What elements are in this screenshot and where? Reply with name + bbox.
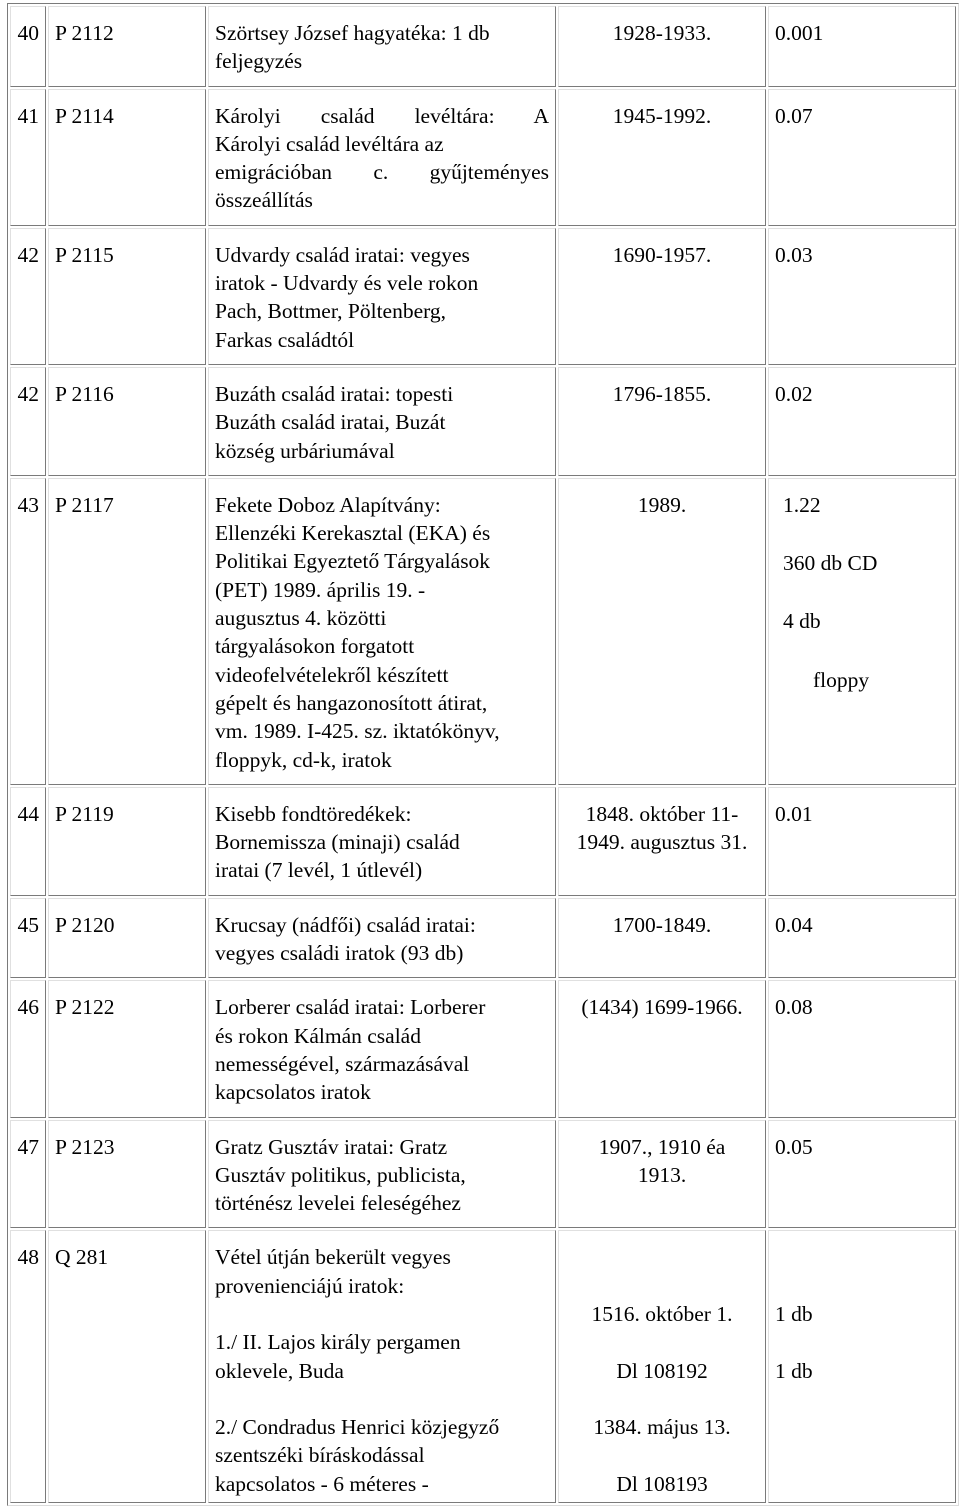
table-row [10,6,956,87]
fond-signature: P 2120 [48,898,206,979]
row-number: 42 [10,228,46,365]
date-range: 1928-1933. [558,6,766,87]
date-range: 1690-1957. [558,228,766,365]
table-row [10,478,956,785]
description-line: gépelt és hangazonosított átirat, [215,690,488,715]
fond-signature: Q 281 [48,1230,206,1503]
description-line: floppyk, cd-k, iratok [215,747,392,772]
fond-description [208,6,556,87]
date-range: (1434) 1699-1966. [558,980,766,1117]
volume: 1.22 360 db CD 4 db floppy [768,478,956,785]
description-line: Politikai Egyeztető Tárgyalások [215,549,491,574]
volume: 0.08 [768,980,956,1117]
row-number: 41 [10,89,46,226]
fond-description [208,89,556,226]
fond-signature: P 2116 [48,367,206,476]
row-number: 44 [10,787,46,896]
description-line: Krucsay (nádfői) család iratai: [215,912,476,937]
description-line: vegyes családi iratok (93 db) [215,941,464,966]
fond-description [208,980,556,1117]
description-line: (PET) 1989. április 19. - [215,577,426,602]
row-number: 48 [10,1230,46,1503]
date-range: 1796-1855. [558,367,766,476]
description-line: és rokon Kálmán család [215,1023,421,1048]
description-line: Ellenzéki Kerekasztal (EKA) és [215,521,491,546]
description-line: Bornemissza (minaji) család [215,830,460,855]
description-line: iratai (7 levél, 1 útlevél) [215,858,423,883]
description-line: oklevele, Buda [215,1358,344,1383]
row-number: 43 [10,478,46,785]
description-line: összeállítás [215,188,313,213]
fond-signature: P 2123 [48,1120,206,1229]
fond-description [208,787,556,896]
description-line: Pach, Bottmer, Pöltenberg, [215,299,447,324]
fond-description [208,1120,556,1229]
description-line: vm. 1989. I-425. sz. iktatókönyv, [215,719,500,744]
description-line: Vétel útján bekerült vegyes [215,1245,451,1270]
description-line: 2./ Condradus Henrici közjegyző [215,1415,500,1440]
volume: 0.07 [768,89,956,226]
description-line: Farkas családtól [215,327,355,352]
description-line: kapcsolatos - 6 méteres - [215,1471,429,1496]
fond-description [208,228,556,365]
description-line: község urbáriumával [215,438,395,463]
date-range: 1945-1992. [558,89,766,226]
table-row [10,228,956,365]
volume: 0.001 [768,6,956,87]
fond-signature: P 2115 [48,228,206,365]
description-line: 1./ II. Lajos király pergamen [215,1330,461,1355]
description-line: Lorberer család iratai: Lorberer [215,995,486,1020]
fond-signature: P 2114 [48,89,206,226]
volume: 1 db 1 db [768,1230,956,1503]
volume: 0.04 [768,898,956,979]
description-line: kapcsolatos iratok [215,1080,371,1105]
table-row [10,367,956,476]
description-line: Károlyi család levéltára: A [215,103,549,128]
description-line: Gratz Gusztáv iratai: Gratz [215,1134,448,1159]
row-number: 47 [10,1120,46,1229]
date-range: 1700-1849. [558,898,766,979]
fond-description [208,367,556,476]
table-row [10,1120,956,1229]
description-line: Károlyi család levéltára az [215,131,444,156]
date-range: 1989. [558,478,766,785]
description-line: videofelvételekről készített [215,662,449,687]
description-line: Udvardy család iratai: vegyes [215,242,470,267]
volume: 0.01 [768,787,956,896]
date-range: 1907., 1910 éa 1913. [558,1120,766,1229]
volume: 0.05 [768,1120,956,1229]
fond-description [208,478,556,785]
date-range: 1516. október 1. Dl 108192 1384. május 13. Dl 108193 [558,1230,766,1503]
fond-signature: P 2119 [48,787,206,896]
date-range: 1848. október 11- 1949. augusztus 31. [558,787,766,896]
description-line: emigrációban c. gyűjteményes [215,160,549,185]
row-number: 46 [10,980,46,1117]
table-row [10,89,956,226]
row-number: 45 [10,898,46,979]
table-row [10,898,956,979]
fond-signature: P 2117 [48,478,206,785]
fond-description [208,898,556,979]
row-number: 40 [10,6,46,87]
description-line: Buzáth család iratai, Buzát [215,410,446,435]
description-line: szentszéki bíráskodással [215,1443,425,1468]
description-line: iratok - Udvardy és vele rokon [215,271,479,296]
fond-signature: P 2112 [48,6,206,87]
description-line: Gusztáv politikus, publicista, [215,1162,466,1187]
volume: 0.02 [768,367,956,476]
description-line: nemességével, származásával [215,1051,470,1076]
table-row [10,1230,956,1503]
description-line: feljegyzés [215,49,303,74]
archive-inventory-table [7,3,959,1506]
description-line: Buzáth család iratai: topesti [215,381,454,406]
description-line: provenienciájú iratok: [215,1273,405,1298]
description-line: Szörtsey József hagyatéka: 1 db [215,21,490,45]
description-line: tárgyalásokon forgatott [215,634,415,659]
description-line: Kisebb fondtöredékek: [215,801,412,826]
description-line: Fekete Doboz Alapítvány: [215,492,441,517]
description-line: augusztus 4. közötti [215,606,387,631]
table-row [10,787,956,896]
fond-description [208,1230,556,1503]
volume: 0.03 [768,228,956,365]
fond-signature: P 2122 [48,980,206,1117]
table-row [10,980,956,1117]
row-number: 42 [10,367,46,476]
description-line: történész levelei feleségéhez [215,1191,461,1216]
